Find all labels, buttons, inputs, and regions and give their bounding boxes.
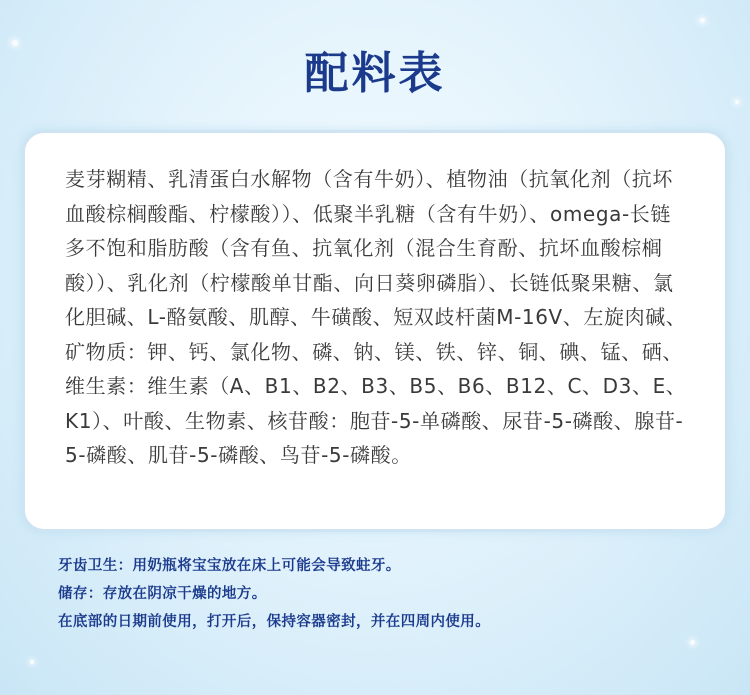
ingredients-card	[22, 130, 728, 532]
ingredients-text: 麦芽糊精、乳清蛋白水解物（含有牛奶）、植物油（抗氧化剂（抗坏血酸棕榈酸酯、柠檬酸））、低聚半乳糖（含有牛奶）、omega-长链多不饱和脂肪酸（含有鱼、抗氧化剂（混合生育酚、抗坏血酸棕榈酸））、乳化剂（柠檬酸单甘酯、向日葵卵磷脂）、长链低聚果糖、氯化胆碱、L-酪氨酸、肌醇、牛磺酸、短双歧杆菌M-16V、左旋肉碱、矿物质：钾、钙、氯化物、磷、钠、镁、铁、锌、铜、碘、锰、硒、维生素：维生素（A、B1、B2、B3、B5、B6、B12、C、D3、E、K1）、叶酸、生物素、核苷酸：胞苷-5-单磷酸、尿苷-5-磷酸、腺苷-5-磷酸、肌苷-5-磷酸、鸟苷-5-磷酸。	[65, 167, 687, 467]
storage-note: 储存：存放在阴凉干燥的地方。	[58, 586, 267, 602]
page-title: 配料表	[304, 48, 446, 99]
notes-section	[58, 552, 718, 636]
sparkle-decoration	[700, 18, 705, 23]
sparkle-decoration	[30, 660, 34, 664]
dental-hygiene-note: 牙齿卫生：用奶瓶将宝宝放在床上可能会导致蛀牙。	[58, 558, 401, 574]
sparkle-decoration	[690, 640, 695, 645]
usage-note: 在底部的日期前使用，打开后，保持容器密封，并在四周内使用。	[58, 614, 491, 630]
